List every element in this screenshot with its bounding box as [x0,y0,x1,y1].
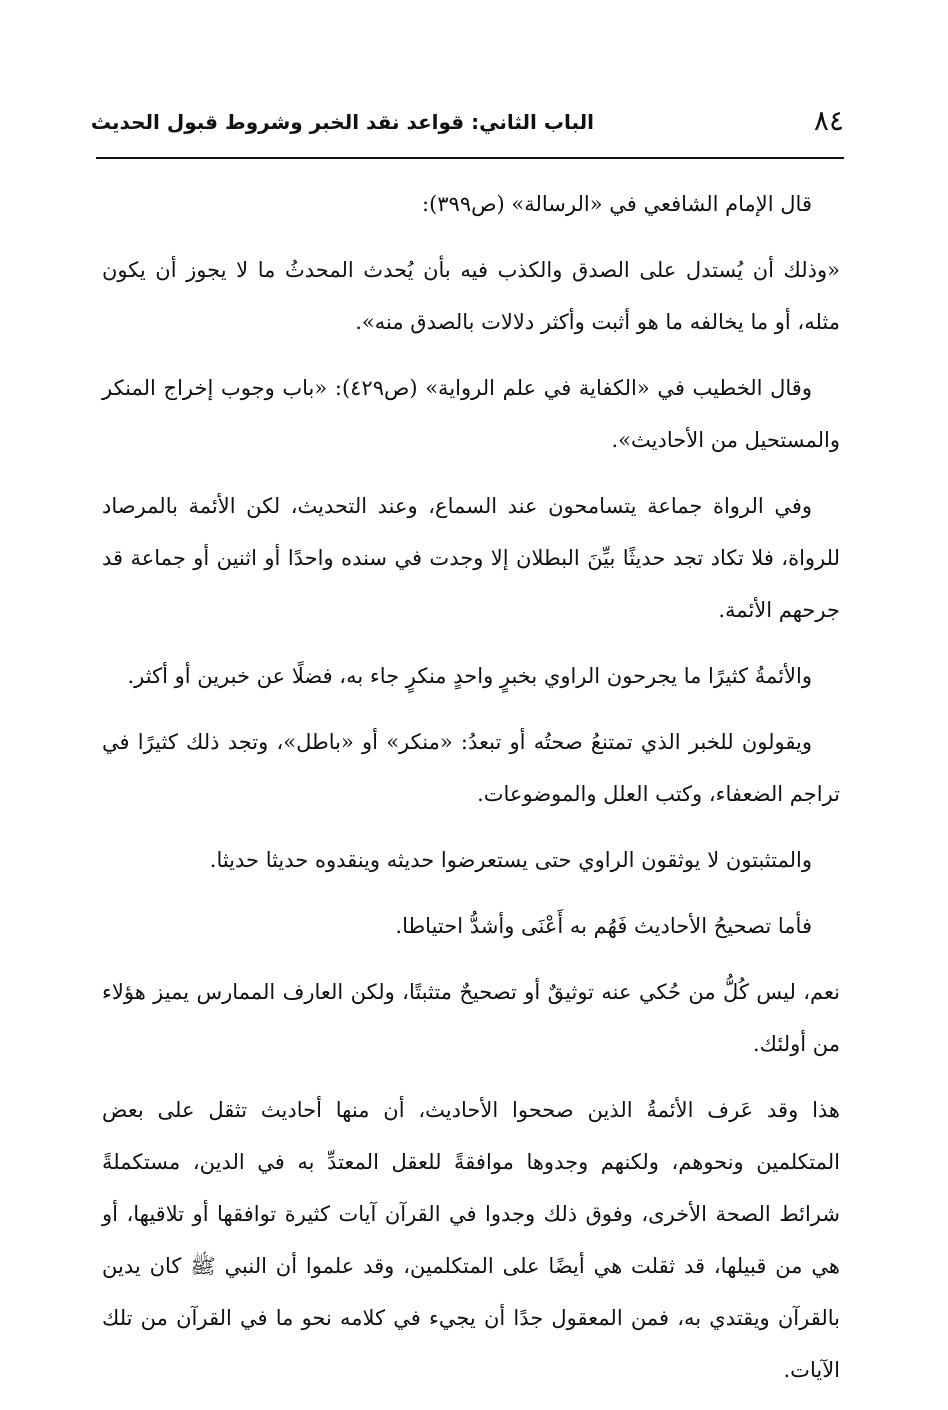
chapter-title: الباب الثاني: قواعد نقد الخبر وشروط قبول الحديث [90,110,594,134]
header-divider [96,157,844,159]
paragraph-munkar-batil: ويقولون للخبر الذي تمتنعُ صحتُه أو تبعدُ: «منكر» أو «باطل»، وتجد ذلك كثيرًا في تراجم الضعفاء، وكتب العلل والموضوعات. [102,730,840,806]
main-text [102,178,840,1410]
paragraph-khatib-quote: وقال الخطيب في «الكفاية في علم الرواية» (ص٤٢٩): «باب وجوب إخراج المنكر والمستحيل من الأحاديث». [102,376,840,452]
paragraph-tashih: فأما تصحيحُ الأحاديث فَهُم به أَعْنَى وأشدُّ احتياطا. [395,914,812,938]
paragraph-narrators: وفي الرواة جماعة يتسامحون عند السماع، وعند التحديث، لكن الأئمة بالمرصاد للرواة، فلا تكاد تجد حديثًا بيِّنَ البطلان إلا وجدت في سنده واحدًا أو اثنين أو جماعة قد جرحهم الأئمة. [102,494,840,622]
paragraph-shafii-quote: «وذلك أن يُستدل على الصدق والكذب فيه بأن يُحدث المحدثُ ما لا يجوز أن يكون مثله، أو ما يخالفه ما هو أثبت وأكثر دلالات بالصدق منه». [102,258,840,334]
running-header [90,96,844,154]
paragraph-shafii-quote-intro: قال الإمام الشافعي في «الرسالة» (ص٣٩٩): [422,192,812,216]
paragraph-naam: نعم، ليس كُلُّ من حُكي عنه توثيقٌ أو تصحيحٌ متثبتًا، ولكن العارف الممارس يميز هؤلاء من أولئك. [102,980,840,1056]
page-number: ٨٤ [813,104,844,137]
paragraph-closing: هذا وقد عَرف الأئمةُ الذين صححوا الأحاديث، أن منها أحاديث تثقل على بعض المتكلمين ونحوهم، ولكنهم وجدوها موافقةً للعقل المعتدِّ به في الدين، مستكملةً شرائط الصحة الأخرى، وفوق ذلك وجدوا في القرآن آيات كثيرة توافقها أو تلاقيها، أو هي من قبيلها، قد ثقلت هي أيضًا على المتكلمين، وقد علموا أن النبي ﷺ كان يدين بالقرآن ويقتدي به، فمن المعقول جدًا أن يجيء في كلامه نحو ما في القرآن من تلك الآيات. [102,1098,840,1382]
paragraph-imams-criticism: والأئمةُ كثيرًا ما يجرحون الراوي بخبرٍ واحدٍ منكرٍ جاء به، فضلًا عن خبرين أو أكثر. [127,664,812,688]
paragraph-mutathabbitun: والمتثبتون لا يوثقون الراوي حتى يستعرضوا حديثه وينقدوه حديثا حديثا. [209,848,812,872]
